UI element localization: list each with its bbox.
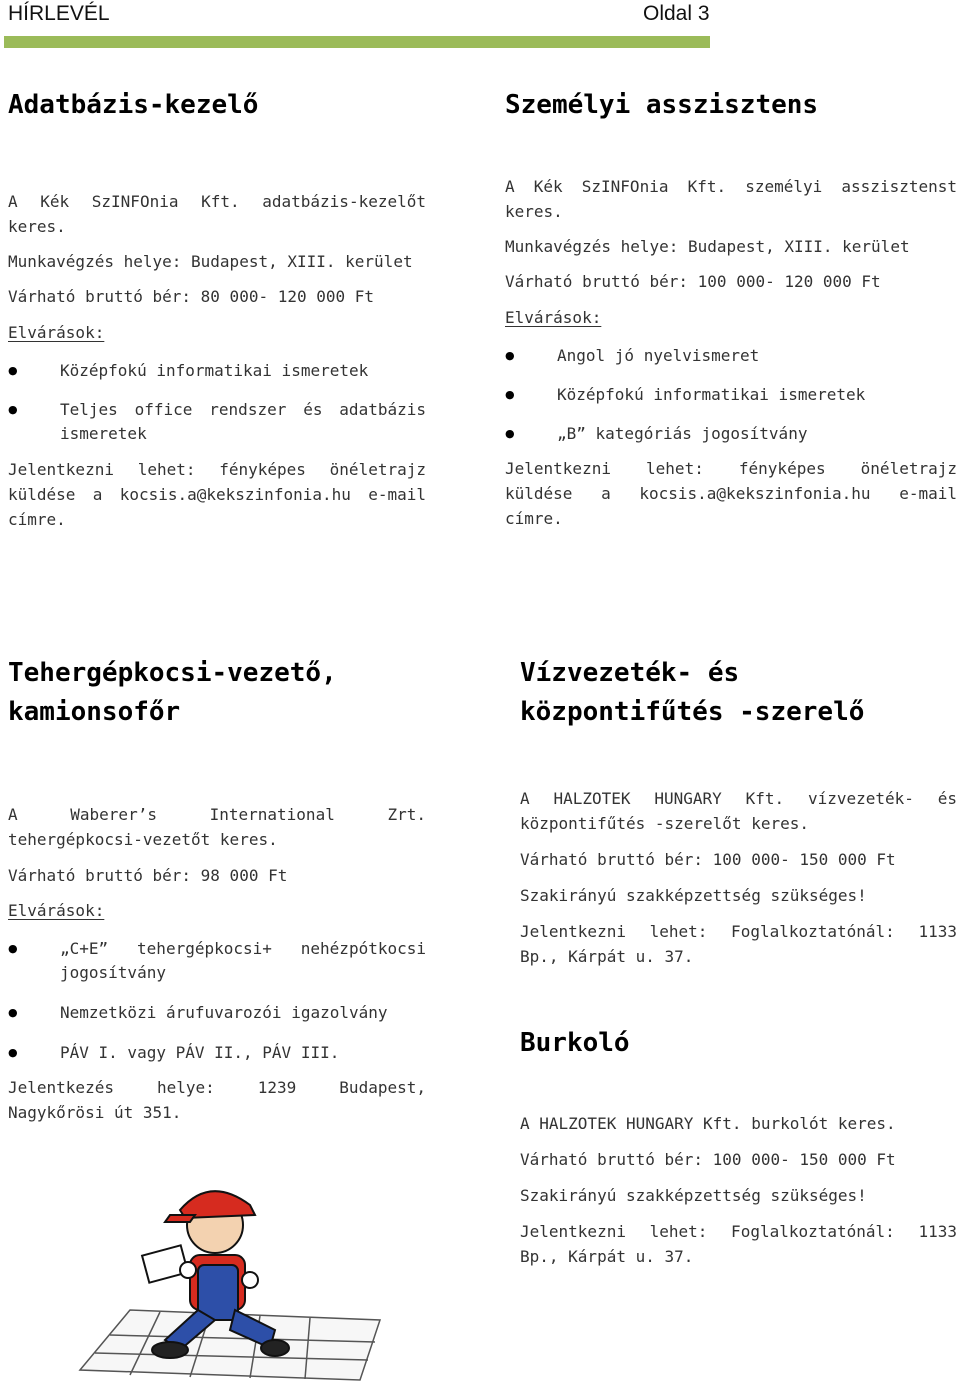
list-item: ● Teljes office rendszer és adatbázis ismeretek [8, 398, 426, 446]
list-item: ● „C+E” tehergépkocsi+ nehézpótkocsi jogosítvány [8, 937, 426, 985]
requirements-label: Elvárások: [8, 901, 105, 920]
job-vizvezetek-szerelo [520, 654, 957, 969]
job-title: Tehergépkocsi-vezető, kamionsofőr [8, 658, 337, 727]
job-qualification: Szakirányú szakképzettség szükséges! [520, 886, 867, 905]
job-salary: Várható bruttó bér: 100 000- 150 000 Ft [520, 850, 896, 869]
job-apply: Jelentkezés helye: 1239 Budapest, Nagykőrösi út 351. [8, 1078, 426, 1122]
job-apply: Jelentkezni lehet: Foglalkoztatónál: 1133 Bp., Kárpát u. 37. [520, 922, 957, 966]
newsletter-title: HÍRLEVÉL [8, 2, 110, 25]
job-title: Személyi asszisztens [505, 90, 819, 120]
requirements-list [505, 344, 957, 446]
requirements-list [8, 937, 426, 1065]
header-divider [4, 36, 710, 48]
job-title: Burkoló [520, 1028, 630, 1058]
list-item: ● Középfokú informatikai ismeretek [505, 383, 957, 407]
list-item: ● Nemzetközi árufuvarozói igazolvány [8, 1001, 426, 1025]
list-item: ● „B” kategóriás jogosítvány [505, 422, 957, 446]
job-tehergepkocsi-vezeto [8, 654, 426, 1125]
job-location: Munkavégzés helye: Budapest, XIII. kerület [505, 237, 910, 256]
requirements-label: Elvárások: [8, 323, 105, 342]
job-location: Munkavégzés helye: Budapest, XIII. kerület [8, 252, 413, 271]
list-item: ● PÁV I. vagy PÁV II., PÁV III. [8, 1041, 426, 1065]
job-burkolo [520, 1024, 957, 1269]
job-apply: Jelentkezni lehet: fényképes önéletrajz küldése a kocsis.a@kekszinfonia.hu e-mail címre. [8, 460, 426, 529]
job-salary: Várható bruttó bér: 100 000- 120 000 Ft [505, 272, 881, 291]
job-title: Adatbázis-kezelő [8, 90, 259, 120]
job-intro: A Kék SzINFOnia Kft. adatbázis-kezelőt keres. [8, 192, 426, 236]
job-salary: Várható bruttó bér: 80 000- 120 000 Ft [8, 287, 375, 306]
job-intro: A Waberer’s International Zrt. tehergépkocsi-vezetőt keres. [8, 805, 426, 849]
job-title: Vízvezeték- és központifűtés -szerelő [520, 658, 865, 727]
requirements-label: Elvárások: [505, 308, 602, 327]
tiler-worker-illustration [70, 1170, 390, 1385]
job-intro: A Kék SzINFOnia Kft. személyi asszisztenst keres. [505, 177, 957, 221]
job-salary: Várható bruttó bér: 98 000 Ft [8, 866, 288, 885]
list-item: ● Angol jó nyelvismeret [505, 344, 957, 368]
job-salary: Várható bruttó bér: 100 000- 150 000 Ft [520, 1150, 896, 1169]
job-apply: Jelentkezni lehet: fényképes önéletrajz küldése a kocsis.a@kekszinfonia.hu e-mail címre. [505, 459, 957, 528]
job-szemelyi-asszisztens [505, 86, 957, 531]
job-intro: A HALZOTEK HUNGARY Kft. burkolót keres. [520, 1114, 896, 1133]
requirements-list [8, 359, 426, 446]
job-intro: A HALZOTEK HUNGARY Kft. vízvezeték- és központifűtés -szerelőt keres. [520, 789, 957, 833]
list-item: ● Középfokú informatikai ismeretek [8, 359, 426, 383]
job-adatbazis-kezelo [8, 86, 426, 532]
page-number: Oldal 3 [643, 2, 710, 25]
job-apply: Jelentkezni lehet: Foglalkoztatónál: 1133 Bp., Kárpát u. 37. [520, 1222, 957, 1266]
job-qualification: Szakirányú szakképzettség szükséges! [520, 1186, 867, 1205]
